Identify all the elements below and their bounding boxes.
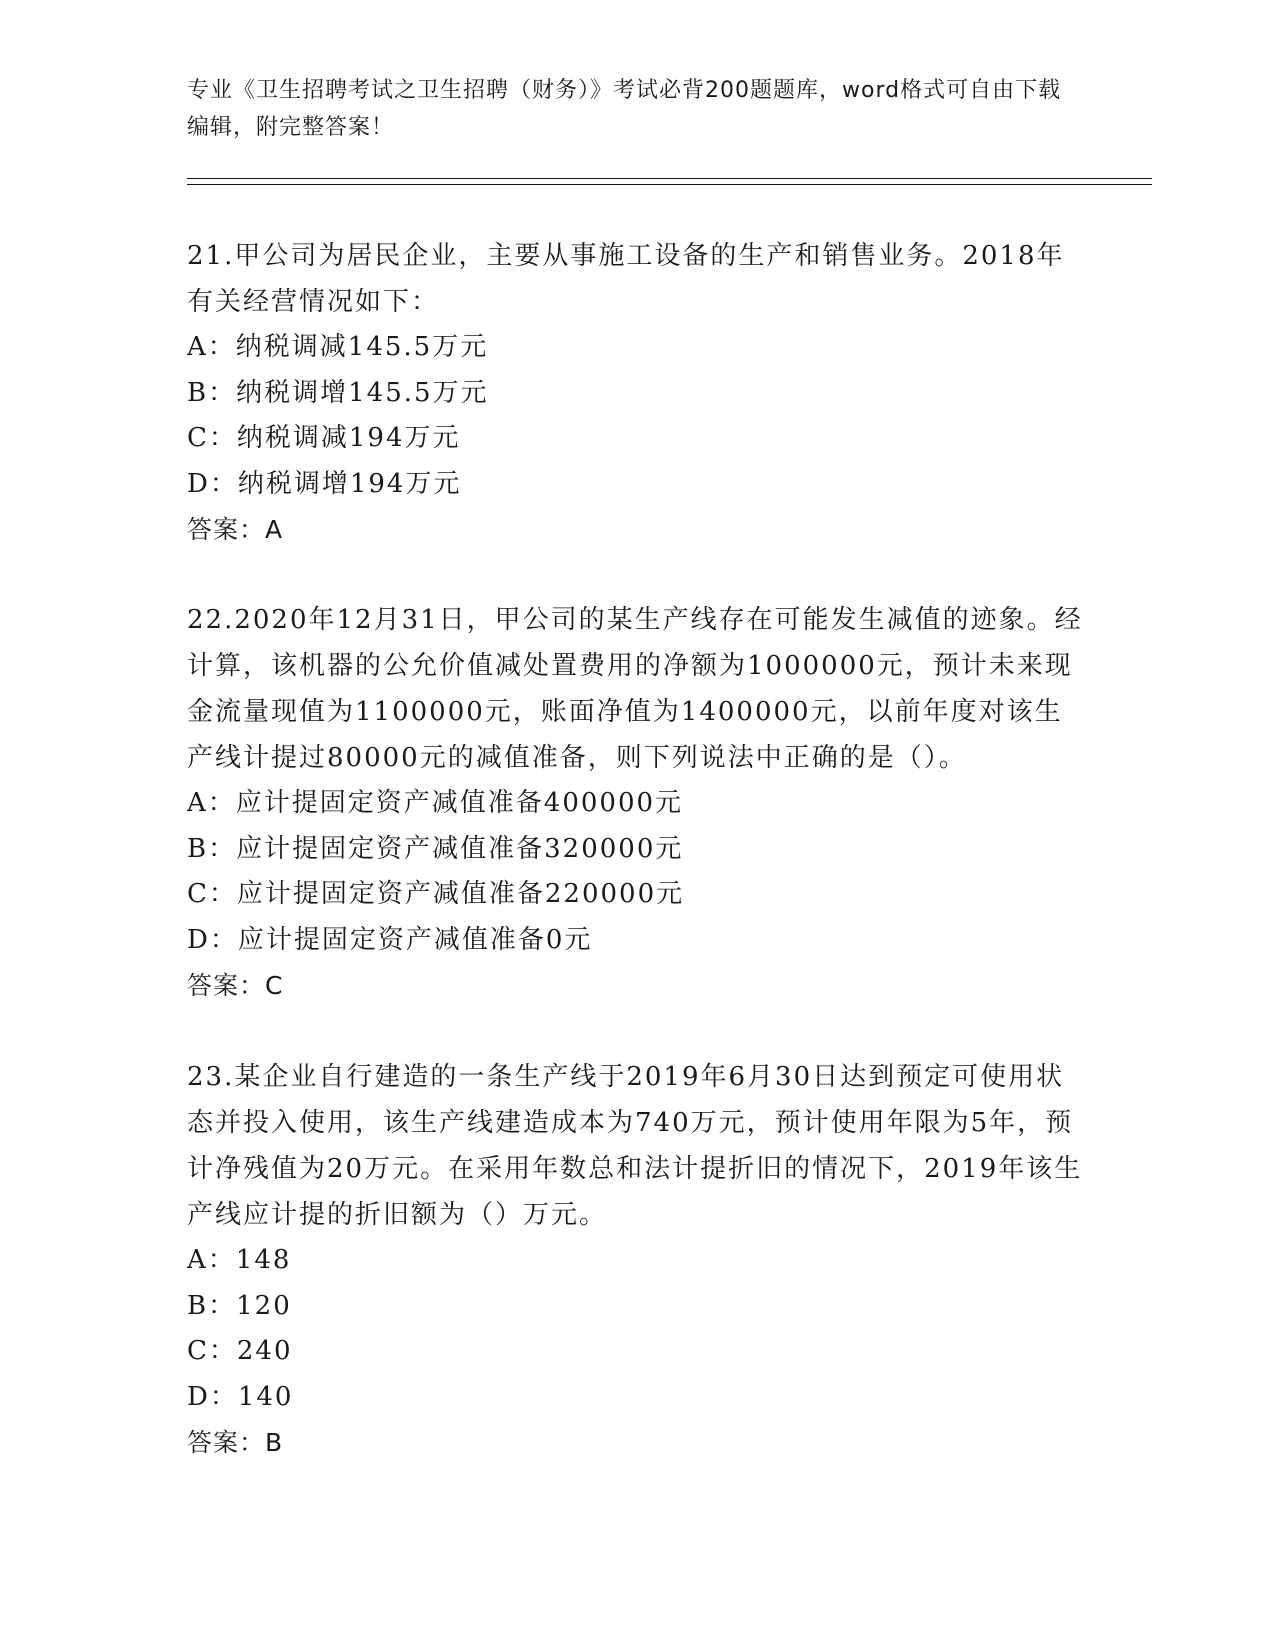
option-d: D：纳税调增194万元 bbox=[187, 468, 462, 499]
header-rule-top bbox=[187, 178, 1152, 179]
document-header: 专业《卫生招聘考试之卫生招聘（财务）》考试必背200题题库，word格式可自由下载编辑，附完整答案！ bbox=[187, 78, 1062, 140]
question-22 bbox=[187, 597, 1087, 1009]
question-stem: 23.某企业自行建造的一条生产线于2019年6月30日达到预定可使用状态并投入使用，该生产线建造成本为740万元，预计使用年限为5年，预计净残值为20万元。在采用年数总和法计提折旧的情况下，2019年该生产线应计提的折旧额为（）万元。 bbox=[187, 1062, 1083, 1230]
option-b: B：120 bbox=[187, 1290, 292, 1321]
answer: 答案：A bbox=[187, 515, 284, 544]
option-c: C：纳税调减194万元 bbox=[187, 423, 461, 453]
answer: 答案：B bbox=[187, 1428, 284, 1457]
option-a: A：应计提固定资产减值准备400000元 bbox=[187, 788, 684, 818]
answer: 答案：C bbox=[187, 971, 284, 1000]
question-23 bbox=[187, 1054, 1087, 1466]
option-d: D：应计提固定资产减值准备0元 bbox=[187, 924, 593, 955]
header-rule-bottom bbox=[187, 184, 1152, 185]
option-d: D：140 bbox=[187, 1381, 294, 1412]
question-21 bbox=[187, 233, 1087, 553]
option-a: A：148 bbox=[187, 1245, 292, 1275]
option-a: A：纳税调减145.5万元 bbox=[187, 332, 489, 362]
option-c: C：应计提固定资产减值准备220000元 bbox=[187, 879, 685, 909]
option-c: C：240 bbox=[187, 1336, 293, 1366]
option-b: B：应计提固定资产减值准备320000元 bbox=[187, 833, 684, 864]
question-stem: 22.2020年12月31日，甲公司的某生产线存在可能发生减值的迹象。经计算，该机器的公允价值减处置费用的净额为1000000元，预计未来现金流量现值为1100000元，账面净值为1400000元，以前年度对该生产线计提过80000元的减值准备，则下列说法中正确的是（）。 bbox=[187, 605, 1083, 773]
question-stem: 21.甲公司为居民企业，主要从事施工设备的生产和销售业务。2018年有关经营情况如下： bbox=[187, 241, 1065, 317]
option-b: B：纳税调增145.5万元 bbox=[187, 377, 489, 408]
